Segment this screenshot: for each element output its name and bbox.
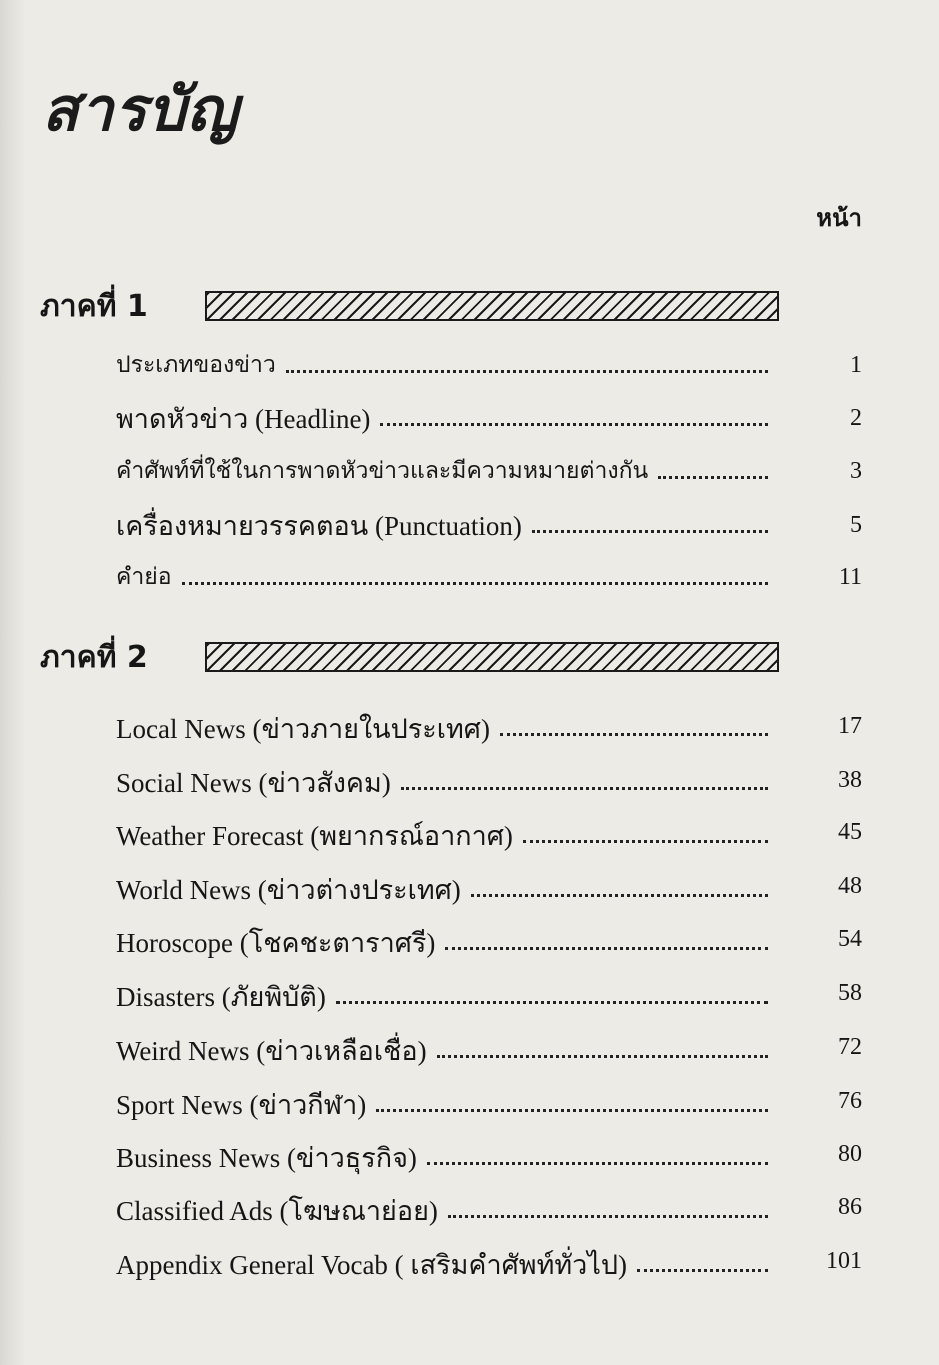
toc-entry[interactable] bbox=[116, 762, 780, 802]
toc-page-number: 101 bbox=[826, 1248, 862, 1274]
toc-entry[interactable] bbox=[116, 869, 780, 909]
dot-leader bbox=[532, 530, 768, 533]
dot-leader bbox=[437, 1055, 768, 1058]
toc-entry[interactable] bbox=[116, 1137, 780, 1177]
dot-leader bbox=[445, 947, 768, 950]
toc-page-number: 80 bbox=[838, 1141, 862, 1167]
part-1-label: ภาคที่ 1 bbox=[40, 288, 148, 324]
dot-leader bbox=[376, 1109, 768, 1112]
toc-page-number: 86 bbox=[838, 1194, 862, 1220]
toc-page-number: 48 bbox=[838, 873, 862, 899]
toc-entry-title: ประเภทของข่าว bbox=[116, 352, 276, 378]
toc-page-number: 3 bbox=[850, 458, 862, 484]
dot-leader bbox=[500, 733, 768, 736]
dot-leader bbox=[637, 1269, 768, 1272]
dot-leader bbox=[401, 787, 768, 790]
toc-page-number: 72 bbox=[838, 1034, 862, 1060]
toc-entry[interactable] bbox=[116, 708, 780, 748]
toc-entry-title: Business News (ข่าวธุรกิจ) bbox=[116, 1142, 417, 1173]
toc-entry[interactable] bbox=[116, 451, 780, 491]
dot-leader bbox=[471, 894, 768, 897]
toc-entry-title: Sport News (ข่าวกีฬา) bbox=[116, 1089, 367, 1120]
toc-entry-title: Disasters (ภัยพิบัติ) bbox=[116, 981, 326, 1012]
toc-entry[interactable] bbox=[116, 976, 780, 1016]
toc-entry-title: คำย่อ bbox=[116, 564, 172, 590]
toc-entry[interactable] bbox=[116, 1084, 780, 1124]
dot-leader bbox=[380, 423, 768, 426]
hatched-bar bbox=[205, 291, 779, 321]
toc-page-number: 58 bbox=[838, 980, 862, 1006]
toc-entry-title: เครื่องหมายวรรคตอน (Punctuation) bbox=[116, 510, 522, 541]
part-1-heading bbox=[40, 283, 780, 329]
dot-leader bbox=[286, 370, 768, 373]
toc-entry[interactable] bbox=[116, 398, 780, 438]
toc-entry-title: Local News (ข่าวภายในประเทศ) bbox=[116, 713, 490, 744]
toc-page-number: 38 bbox=[838, 767, 862, 793]
dot-leader bbox=[182, 582, 768, 585]
part-2-heading bbox=[40, 634, 780, 680]
page-column-header: หน้า bbox=[816, 204, 862, 232]
toc-entry-title: Horoscope (โชคชะตาราศรี) bbox=[116, 927, 436, 958]
toc-page-number: 2 bbox=[850, 405, 862, 431]
dot-leader bbox=[427, 1162, 768, 1165]
toc-page-number: 54 bbox=[838, 926, 862, 952]
toc-entry-title: Appendix General Vocab ( เสริมคำศัพท์ทั่วไป) bbox=[116, 1249, 628, 1280]
toc-page-number: 5 bbox=[850, 512, 862, 538]
toc-page-number: 45 bbox=[838, 819, 862, 845]
toc-entry-title: พาดหัวข่าว (Headline) bbox=[116, 403, 371, 434]
toc-entry-title: World News (ข่าวต่างประเทศ) bbox=[116, 874, 461, 905]
toc-entry[interactable] bbox=[116, 505, 780, 545]
toc-entry[interactable] bbox=[116, 557, 780, 597]
toc-entry[interactable] bbox=[116, 815, 780, 855]
toc-entry-title: Social News (ข่าวสังคม) bbox=[116, 767, 391, 798]
toc-entry-title: คำศัพท์ที่ใช้ในการพาดหัวข่าวและมีความหมายต่างกัน bbox=[116, 458, 649, 484]
dot-leader bbox=[658, 476, 768, 479]
toc-entry-title: Classified Ads (โฆษณาย่อย) bbox=[116, 1195, 438, 1226]
dot-leader bbox=[448, 1215, 768, 1218]
toc-entry[interactable] bbox=[116, 345, 780, 385]
page-title: สารบัญ bbox=[42, 75, 239, 145]
toc-entry-title: Weird News (ข่าวเหลือเชื่อ) bbox=[116, 1035, 427, 1066]
toc-entry[interactable] bbox=[116, 1190, 780, 1230]
toc-page-number: 17 bbox=[838, 713, 862, 739]
page-edge-shadow bbox=[0, 0, 26, 1365]
toc-page-number: 76 bbox=[838, 1088, 862, 1114]
part-2-label: ภาคที่ 2 bbox=[40, 639, 148, 675]
toc-entry[interactable] bbox=[116, 1030, 780, 1070]
toc-page-number: 1 bbox=[850, 352, 862, 378]
dot-leader bbox=[336, 1001, 768, 1004]
toc-entry[interactable] bbox=[116, 1244, 780, 1284]
toc-entry[interactable] bbox=[116, 922, 780, 962]
hatched-bar bbox=[205, 642, 779, 672]
dot-leader bbox=[523, 840, 768, 843]
toc-entry-title: Weather Forecast (พยากรณ์อากาศ) bbox=[116, 820, 513, 851]
toc-page-number: 11 bbox=[838, 564, 862, 590]
